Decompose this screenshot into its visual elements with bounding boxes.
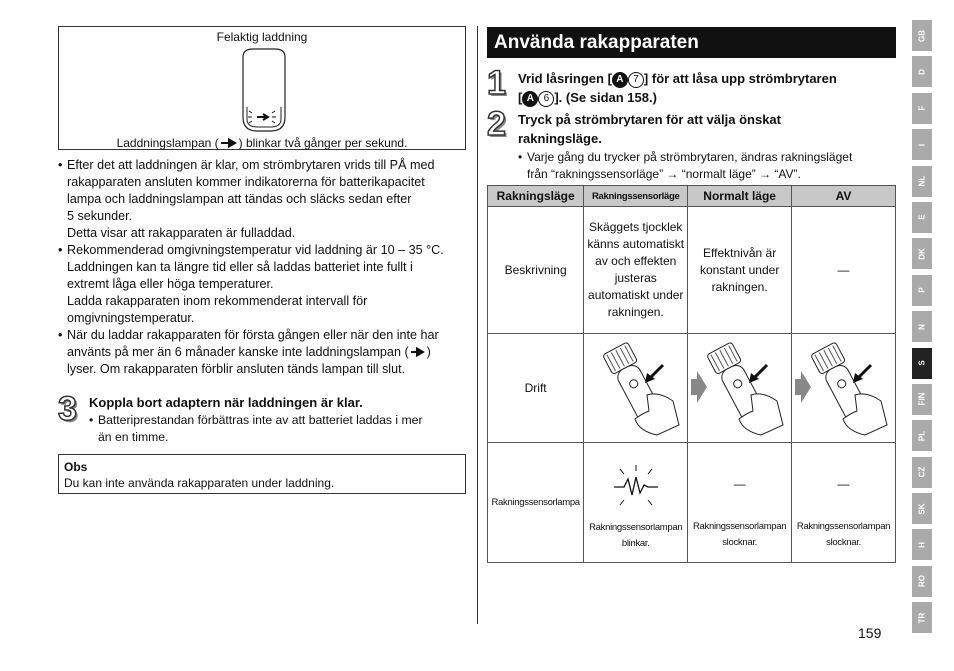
language-tab-cz[interactable] [912,457,932,488]
cell-off-lamp: — Rakningssensorlampan slocknar. [792,443,896,563]
charging-lamp-icon [219,138,239,148]
language-tab-label: S [917,360,927,366]
language-tab-label: PL [917,430,927,441]
cell-off-operation [792,334,896,443]
language-tab-d[interactable] [912,56,932,87]
cell-sensor-description: Skäggets tjocklek känns automatiskt av och effekten justeras automatiskt under rakningen. [584,207,688,334]
language-tab-e[interactable] [912,202,932,233]
language-tab-gb[interactable] [912,20,932,51]
label-a-icon: A [522,91,538,107]
language-tab-label: N [917,323,927,330]
label-7-icon: 7 [628,72,644,88]
obs-title: Obs [64,460,88,474]
language-tab-ro[interactable] [912,566,932,597]
header-sensor-mode: Rakningssensorläge [584,186,688,207]
row-label-description: Beskrivning [488,207,584,334]
figure-title: Felaktig laddning [216,30,308,44]
row-label-operation: Drift [488,334,584,443]
hand-pressing-shaver-illustration [691,335,789,439]
shaver-charging-illustration [239,47,289,133]
step-number-3: 3 [58,390,77,428]
language-tab-label: DK [917,248,927,260]
table-header-row [488,186,896,207]
shaving-mode-table [487,185,896,563]
cell-sensor-lamp [584,443,688,563]
step-2-text: Tryck på strömbrytaren för att välja önskat rakningsläge. [518,112,781,146]
sensor-lamp-caption: Rakningssensorlampan blinkar. [589,522,683,549]
page-number: 159 [858,625,882,641]
header-shaving-mode: Rakningsläge [488,186,584,207]
language-tab-fin[interactable] [912,384,932,415]
off-lamp-caption: Rakningssensorlampan slocknar. [796,521,891,548]
header-off: AV [792,186,896,207]
charging-lamp-icon [409,347,427,357]
incorrect-charging-figure [58,26,466,150]
language-tab-i[interactable] [912,129,932,160]
language-tab-label: E [917,214,927,221]
section-heading: Använda rakapparaten [487,27,896,58]
normal-lamp-caption: Rakningssensorlampan slocknar. [692,521,787,548]
language-tab-label: P [917,287,927,293]
language-tab-n[interactable] [912,311,932,342]
note-temperature: • Rekommenderad omgivningstemperatur vid laddning är 10 – 35 °C. Laddningen kan ta längre tid eller så laddas batteriet inte fullt i extremt låga eller höga temperaturer. Ladda rakapparaten inom rekommenderat intervall för omgivningstemperatur. [58,242,468,327]
step-3-text: Koppla bort adaptern när laddningen är klar. [89,395,363,410]
figure-caption: Laddningslampan ( ) blinkar två gånger per sekund. [116,136,408,150]
cell-off-description: — [792,207,896,334]
language-tab-tr[interactable] [912,602,932,633]
language-tab-h[interactable] [912,529,932,560]
cell-normal-operation [688,334,792,443]
language-tab-pl[interactable] [912,420,932,451]
language-tab-label: NL [917,175,927,187]
label-a-icon: A [612,72,628,88]
language-tab-label: GB [917,29,927,42]
hand-pressing-shaver-illustration [587,335,685,439]
note-first-charge: • När du laddar rakapparaten för första gången eller när den inte har använts på mer än 6 månader kanske inte laddningslampan ( ) lyser. Om rakapparaten förblir ansluten tänds lampan till slut. [58,327,468,378]
language-tab-label: RO [917,575,927,588]
cell-normal-description: Effektnivån är konstant under rakningen. [688,207,792,334]
language-tab-label: D [917,69,927,75]
language-tab-s[interactable] [912,348,932,379]
sensor-lamp-blinking-icon [606,463,666,507]
language-tab-label: H [917,542,927,548]
language-tab-p[interactable] [912,275,932,306]
charging-notes-list [58,157,468,378]
table-row-lamp [488,443,896,563]
cell-normal-lamp: — Rakningssensorlampan slocknar. [688,443,792,563]
charging-lamp-icon [248,111,276,123]
step-number-1: 1 [487,64,506,102]
language-tab-label: FIN [917,392,927,406]
language-tab-nl[interactable] [912,166,932,197]
label-6-icon: 6 [538,91,554,107]
cell-sensor-operation [584,334,688,443]
obs-note-box [58,454,466,494]
language-tab-label: SK [917,503,927,515]
language-tab-label: CZ [917,466,927,478]
language-tabs [912,20,954,639]
language-tab-dk[interactable] [912,238,932,269]
column-divider [477,26,478,624]
row-label-lamp: Rakningssensorlampa [488,443,584,563]
step-3-note: • Batteriprestandan förbättras inte av att batteriet laddas i mer än en timme. [89,412,469,446]
language-tab-f[interactable] [912,93,932,124]
language-tab-sk[interactable] [912,493,932,524]
table-row-operation [488,334,896,443]
hand-pressing-shaver-illustration [795,335,893,439]
step-2-note: • Varje gång du trycker på strömbrytaren, ändras rakningsläget från “rakningssensorläge” → “normalt läge” → “AV”. [518,149,900,183]
note-fully-charged: • Efter det att laddningen är klar, om strömbrytaren vrids till PÅ med rakapparaten ansluten kommer indikatorerna för batterikapacitet lampa och laddningslampan att tändas och släcks sedan efter 5 sekunder. Detta visar att rakapparaten är fulladdad. [58,157,468,242]
language-tab-label: F [917,105,927,111]
language-tab-label: TR [917,612,927,624]
obs-text: Du kan inte använda rakapparaten under laddning. [64,476,335,490]
language-tab-label: I [917,143,927,146]
header-normal-mode: Normalt läge [688,186,792,207]
step-number-2: 2 [487,105,506,143]
table-row-description [488,207,896,334]
step-1-text: Vrid låsringen [ A 7 ] för att låsa upp strömbrytaren [ A 6 ]. (Se sidan 158.) [518,71,837,105]
